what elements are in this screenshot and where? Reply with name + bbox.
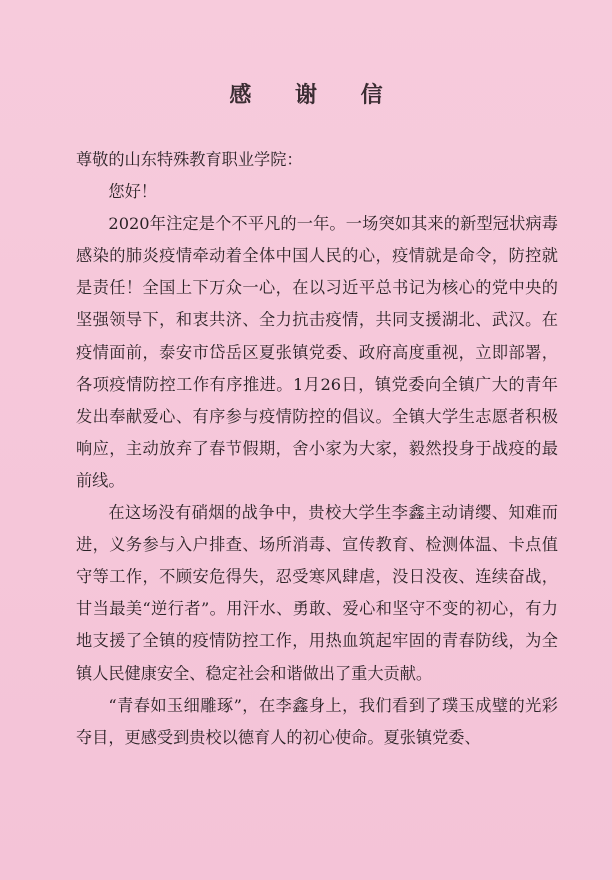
- paragraph-3: “青春如玉细雕琢”，在李鑫身上，我们看到了璞玉成璧的光彩夺目，更感受到贵校以德育人的初心使命。夏张镇党委、: [76, 695, 558, 747]
- paragraph-2: 在这场没有硝烟的战争中，贵校大学生李鑫主动请缨、知难而进，义务参与入户排查、场所消毒、宣传教育、检测体温、卡点值守等工作，不顾安危得失，忍受寒风肆虐，没日没夜、连续奋战，甘当最美“逆行者”。用汗水、勇敢、爱心和坚守不变的初心，有力地支援了全镇的疫情防控工作，用热血筑起牢固的青春防线，为全镇人民健康安全、稳定社会和谐做出了重大贡献。: [76, 503, 558, 683]
- paragraph-1: 2020年注定是个不平凡的一年。一场突如其来的新型冠状病毒感染的肺炎疫情牵动着全体中国人民的心，疫情就是命令，防控就是责任！全国上下万众一心，在以习近平总书记为核心的党中央的坚强领导下，和衷共济、全力抗击疫情，共同支援湖北、武汉。在疫情面前，泰安市岱岳区夏张镇党委、政府高度重视，立即部署，各项疫情防控工作有序推进。1月26日，镇党委向全镇广大的青年发出奉献爱心、有序参与疫情防控的倡议。全镇大学生志愿者积极响应，主动放弃了春节假期，舍小家为大家，毅然投身于战疫的最前线。: [76, 214, 558, 490]
- letter-title: 感 谢 信: [229, 82, 401, 108]
- letter-body: [76, 144, 558, 754]
- greeting: 您好！: [108, 182, 157, 202]
- salutation: 尊敬的山东特殊教育职业学院：: [76, 150, 303, 169]
